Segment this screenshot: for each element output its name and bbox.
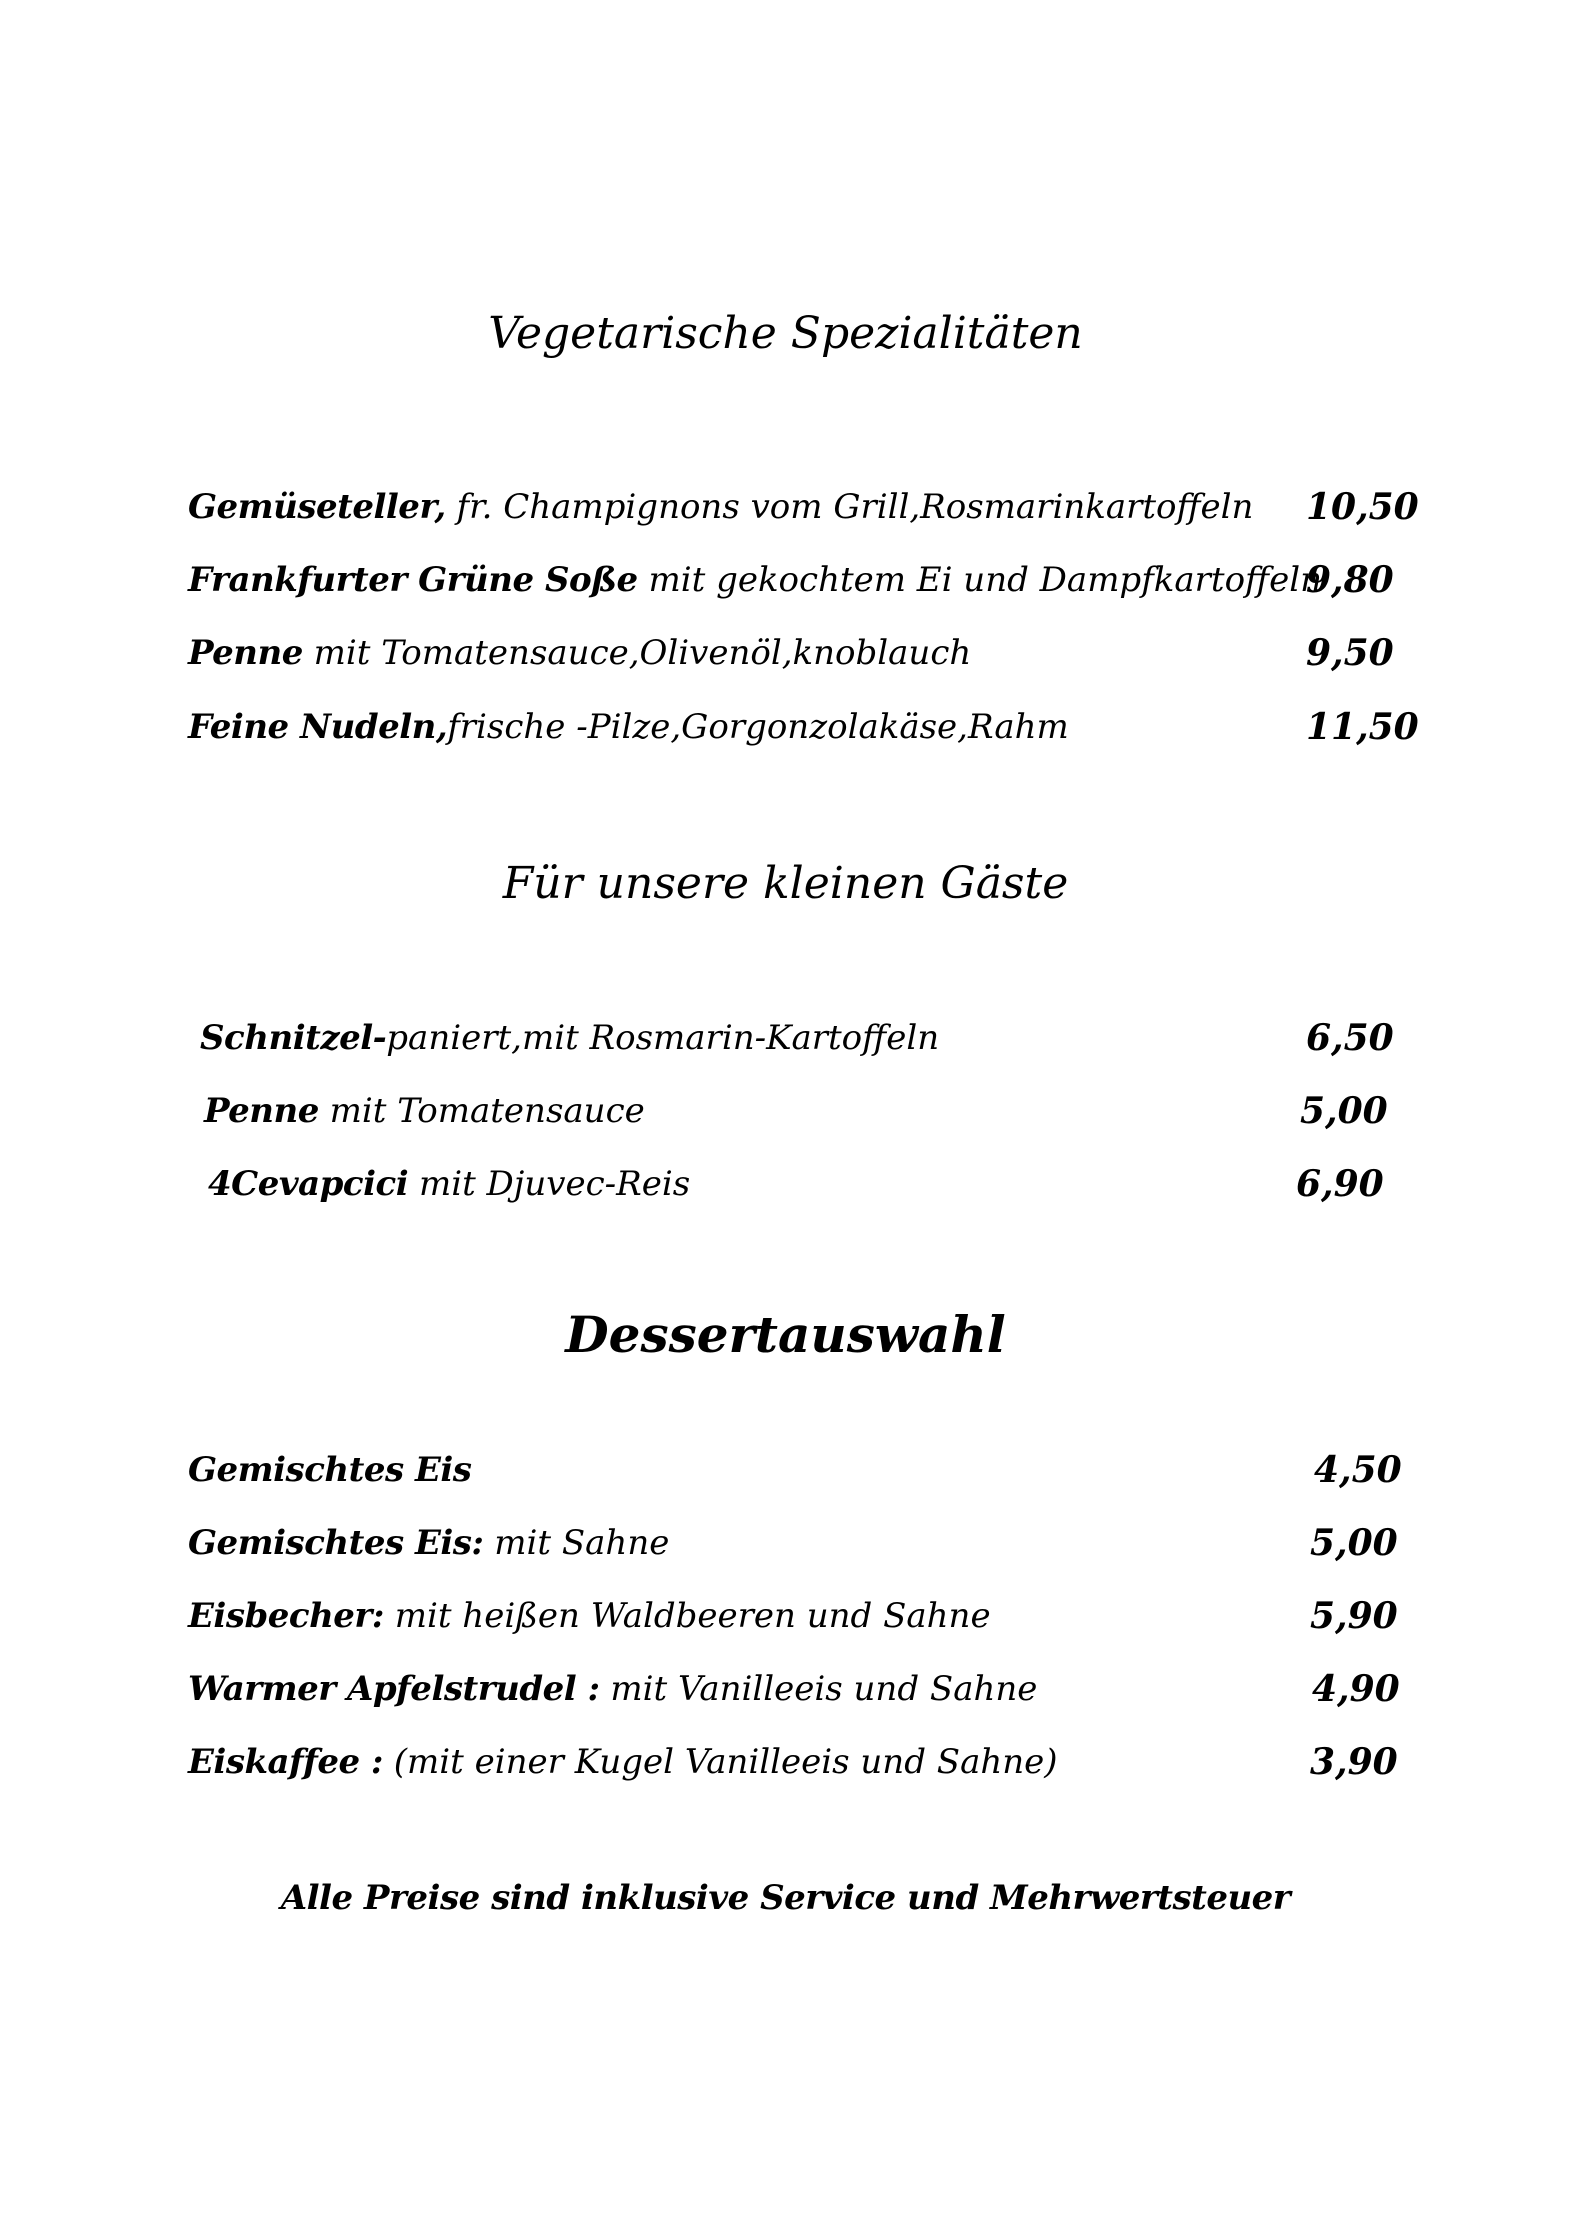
item-price: 4,50 xyxy=(1314,1449,1402,1491)
item-price: 10,50 xyxy=(1306,486,1419,528)
item-name: Penne xyxy=(204,1091,319,1131)
menu-item xyxy=(188,707,1069,747)
item-description: mit Tomatensauce xyxy=(318,1091,645,1131)
section-heading-kids: Für unsere kleinen Gäste xyxy=(502,858,1069,909)
item-description: paniert,mit Rosmarin-Kartoffeln xyxy=(386,1018,940,1058)
menu-item xyxy=(188,1596,991,1636)
price-note-footer: Alle Preise sind inklusive Service und Mehrwertsteuer xyxy=(280,1878,1291,1918)
menu-item xyxy=(188,1669,1037,1709)
item-description: frische -Pilze,Gorgonzolakäse,Rahm xyxy=(447,707,1069,747)
item-price: 6,50 xyxy=(1306,1017,1394,1059)
item-description: mit heißen Waldbeeren und Sahne xyxy=(383,1596,991,1636)
item-price: 5,00 xyxy=(1310,1522,1398,1564)
item-name: Gemüseteller, xyxy=(188,487,446,527)
item-name: Gemischtes Eis: xyxy=(188,1523,484,1563)
item-description: (mit einer Kugel Vanilleeis und Sahne) xyxy=(382,1742,1058,1782)
item-description: mit Djuvec-Reis xyxy=(408,1164,691,1204)
item-price: 6,90 xyxy=(1296,1163,1384,1205)
item-name: Frankfurter Grüne Soße xyxy=(188,560,638,600)
menu-item xyxy=(188,1742,1058,1782)
menu-item xyxy=(204,1091,645,1131)
item-name: Eisbecher: xyxy=(188,1596,384,1636)
item-price: 5,90 xyxy=(1310,1595,1398,1637)
menu-item xyxy=(188,1523,669,1563)
item-name: Schnitzel- xyxy=(200,1018,387,1058)
menu-item xyxy=(188,633,971,673)
item-price: 5,00 xyxy=(1300,1090,1388,1132)
item-description: mit Vanilleeis und Sahne xyxy=(599,1669,1038,1709)
item-name: Penne xyxy=(188,633,303,673)
section-heading-dessert: Dessertauswahl xyxy=(565,1305,1006,1364)
menu-item xyxy=(188,560,1322,600)
item-price: 9,50 xyxy=(1306,632,1394,674)
item-description: mit Tomatensauce,Olivenöl,knoblauch xyxy=(302,633,972,673)
menu-item xyxy=(188,1450,471,1490)
item-price: 3,90 xyxy=(1310,1741,1398,1783)
item-description: fr. Champignons vom Grill,Rosmarinkartoffeln xyxy=(445,487,1254,527)
item-description: mit gekochtem Ei und Dampfkartoffeln xyxy=(637,560,1323,600)
item-name: Warmer Apfelstrudel : xyxy=(188,1669,600,1709)
item-price: 4,90 xyxy=(1312,1668,1400,1710)
item-name: Gemischtes Eis xyxy=(188,1450,472,1490)
section-heading-vegetarian: Vegetarische Spezialitäten xyxy=(488,308,1083,359)
item-name: 4Cevapcici xyxy=(208,1164,409,1204)
item-price: 11,50 xyxy=(1306,706,1419,748)
menu-item xyxy=(200,1018,939,1058)
menu-item xyxy=(188,487,1253,527)
item-description: mit Sahne xyxy=(483,1523,670,1563)
item-name: Feine Nudeln, xyxy=(188,707,448,747)
item-name: Eiskaffee : xyxy=(188,1742,383,1782)
item-price: 9,80 xyxy=(1306,559,1394,601)
menu-item xyxy=(208,1164,690,1204)
